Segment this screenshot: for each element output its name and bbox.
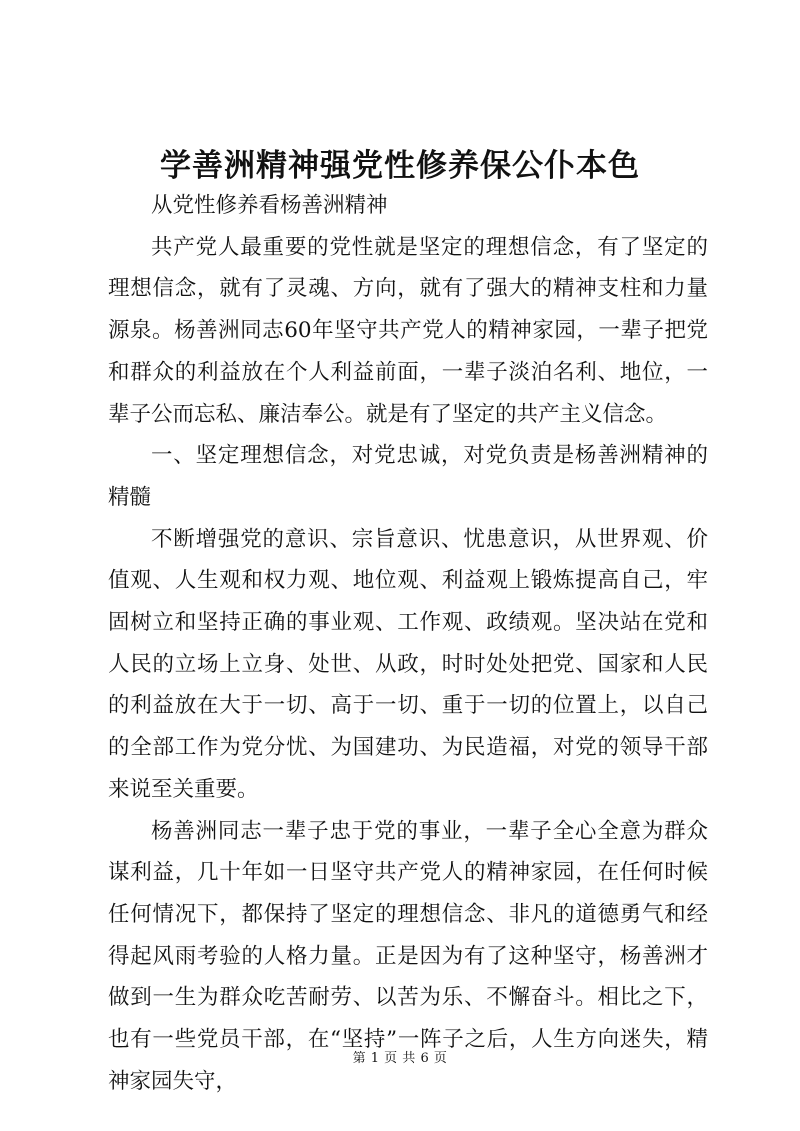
subtitle-paragraph: 从党性修养看杨善洲精神 — [151, 193, 388, 218]
body-paragraph: 不断增强党的意识、宗旨意识、忧患意识，从世界观、价值观、人生观和权力观、地位观、利益观上锻炼提高自己，牢固树立和坚持正确的事业观、工作观、政绩观。坚决站在党和人民的立场上立身、处世、从政，时时处处把党、国家和人民的利益放在大于一切、高于一切、重于一切的位置上，以自己的全部工作为党分忧、为国建功、为民造福，对党的领导干部来说至关重要。 — [108, 526, 708, 802]
page-footer: 第 1 页 共 6 页 — [352, 1051, 448, 1066]
section-heading-paragraph: 一、坚定理想信念，对党忠诚，对党负责是杨善洲精神的精髓 — [108, 443, 708, 510]
body-paragraph: 共产党人最重要的党性就是坚定的理想信念，有了坚定的理想信念，就有了灵魂、方向，就有了强大的精神支柱和力量源泉。杨善洲同志60年坚守共产党人的精神家园，一辈子把党和群众的利益放在个人利益前面，一辈子淡泊名利、地位，一辈子公而忘私、廉洁奉公。就是有了坚定的共产主义信念。 — [108, 234, 708, 427]
document-body — [108, 185, 708, 1102]
body-paragraph: 杨善洲同志一辈子忠于党的事业，一辈子全心全意为群众谋利益，几十年如一日坚守共产党人的精神家园，在任何时候任何情况下，都保持了坚定的理想信念、非凡的道德勇气和经得起风雨考验的人格力量。正是因为有了这种坚守，杨善洲才做到一生为群众吃苦耐劳、以苦为乐、不懈奋斗。相比之下，也有一些党员干部，在“坚持”一阵子之后，人生方向迷失，精神家园失守， — [108, 818, 708, 1094]
document-title: 学善洲精神强党性修养保公仆本色 — [160, 148, 640, 184]
